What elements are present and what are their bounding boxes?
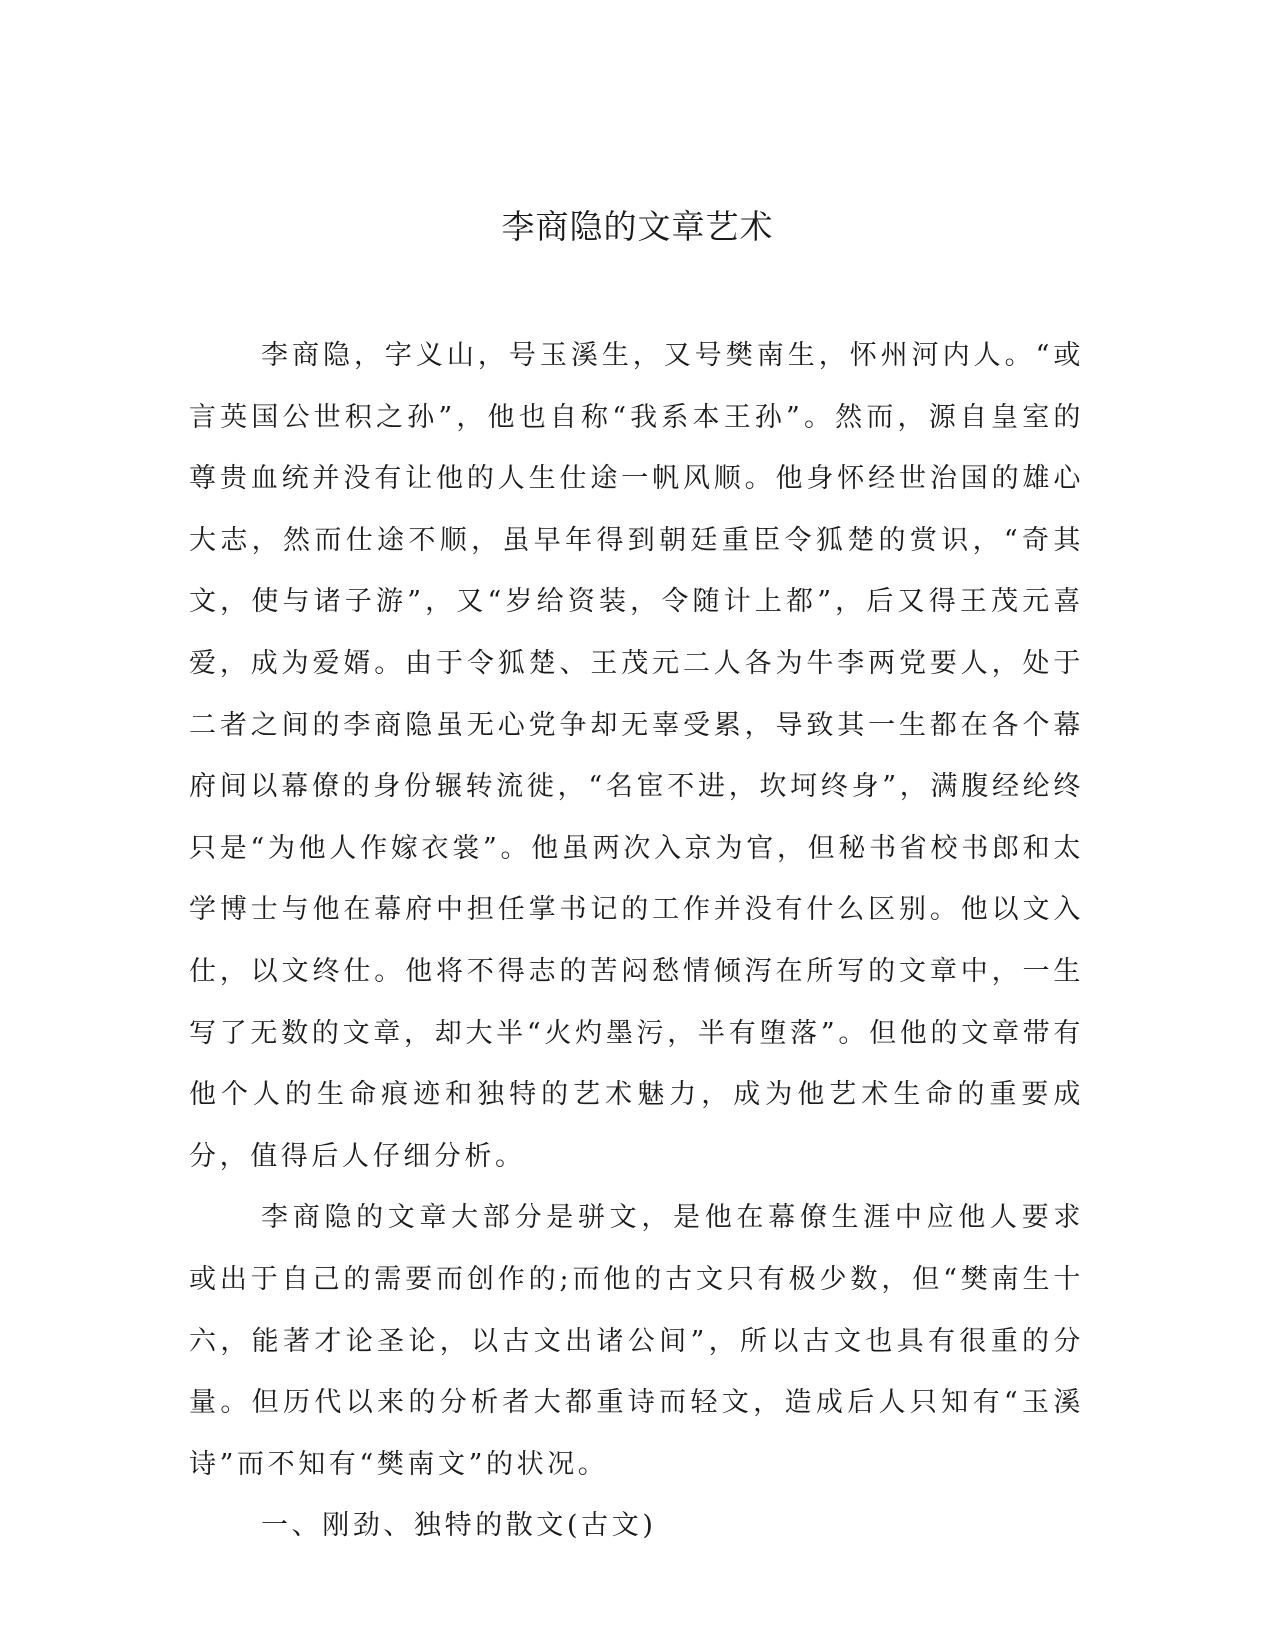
document-body (189, 325, 1084, 1557)
paragraph-biography: 李商隐，字义山，号玉溪生，又号樊南生，怀州河内人。“或言英国公世积之孙”，他也自称“我系本王孙”。然而，源自皇室的尊贵血统并没有让他的人生仕途一帆风顺。他身怀经世治国的雄心大志，然而仕途不顺，虽早年得到朝廷重臣令狐楚的赏识，“奇其文，使与诸子游”，又“岁给资装，令随计上都”，后又得王茂元喜爱，成为爱婿。由于令狐楚、王茂元二人各为牛李两党要人，处于二者之间的李商隐虽无心党争却无辜受累，导致其一生都在各个幕府间以幕僚的身份辗转流徙，“名宦不进，坎坷终身”，满腹经纶终只是“为他人作嫁衣裳”。他虽两次入京为官，但秘书省校书郎和太学博士与他在幕府中担任掌书记的工作并没有什么区别。他以文入仕，以文终仕。他将不得志的苦闷愁情倾泻在所写的文章中，一生写了无数的文章，却大半“火灼墨污，半有堕落”。但他的文章带有他个人的生命痕迹和独特的艺术魅力，成为他艺术生命的重要成分，值得后人仔细分析。 (189, 340, 1084, 1172)
paragraph-overview: 李商隐的文章大部分是骈文，是他在幕僚生涯中应他人要求或出于自己的需要而创作的;而他的古文只有极少数，但“樊南生十六，能著才论圣论，以古文出诸公间”，所以古文也具有很重的分量。但历代以来的分析者大都重诗而轻文，造成后人只知有“玉溪诗”而不知有“樊南文”的状况。 (189, 1202, 1084, 1480)
section-heading: 一、刚劲、独特的散文(古文) (261, 1510, 657, 1542)
document-title: 李商隐的文章艺术 (501, 207, 774, 246)
